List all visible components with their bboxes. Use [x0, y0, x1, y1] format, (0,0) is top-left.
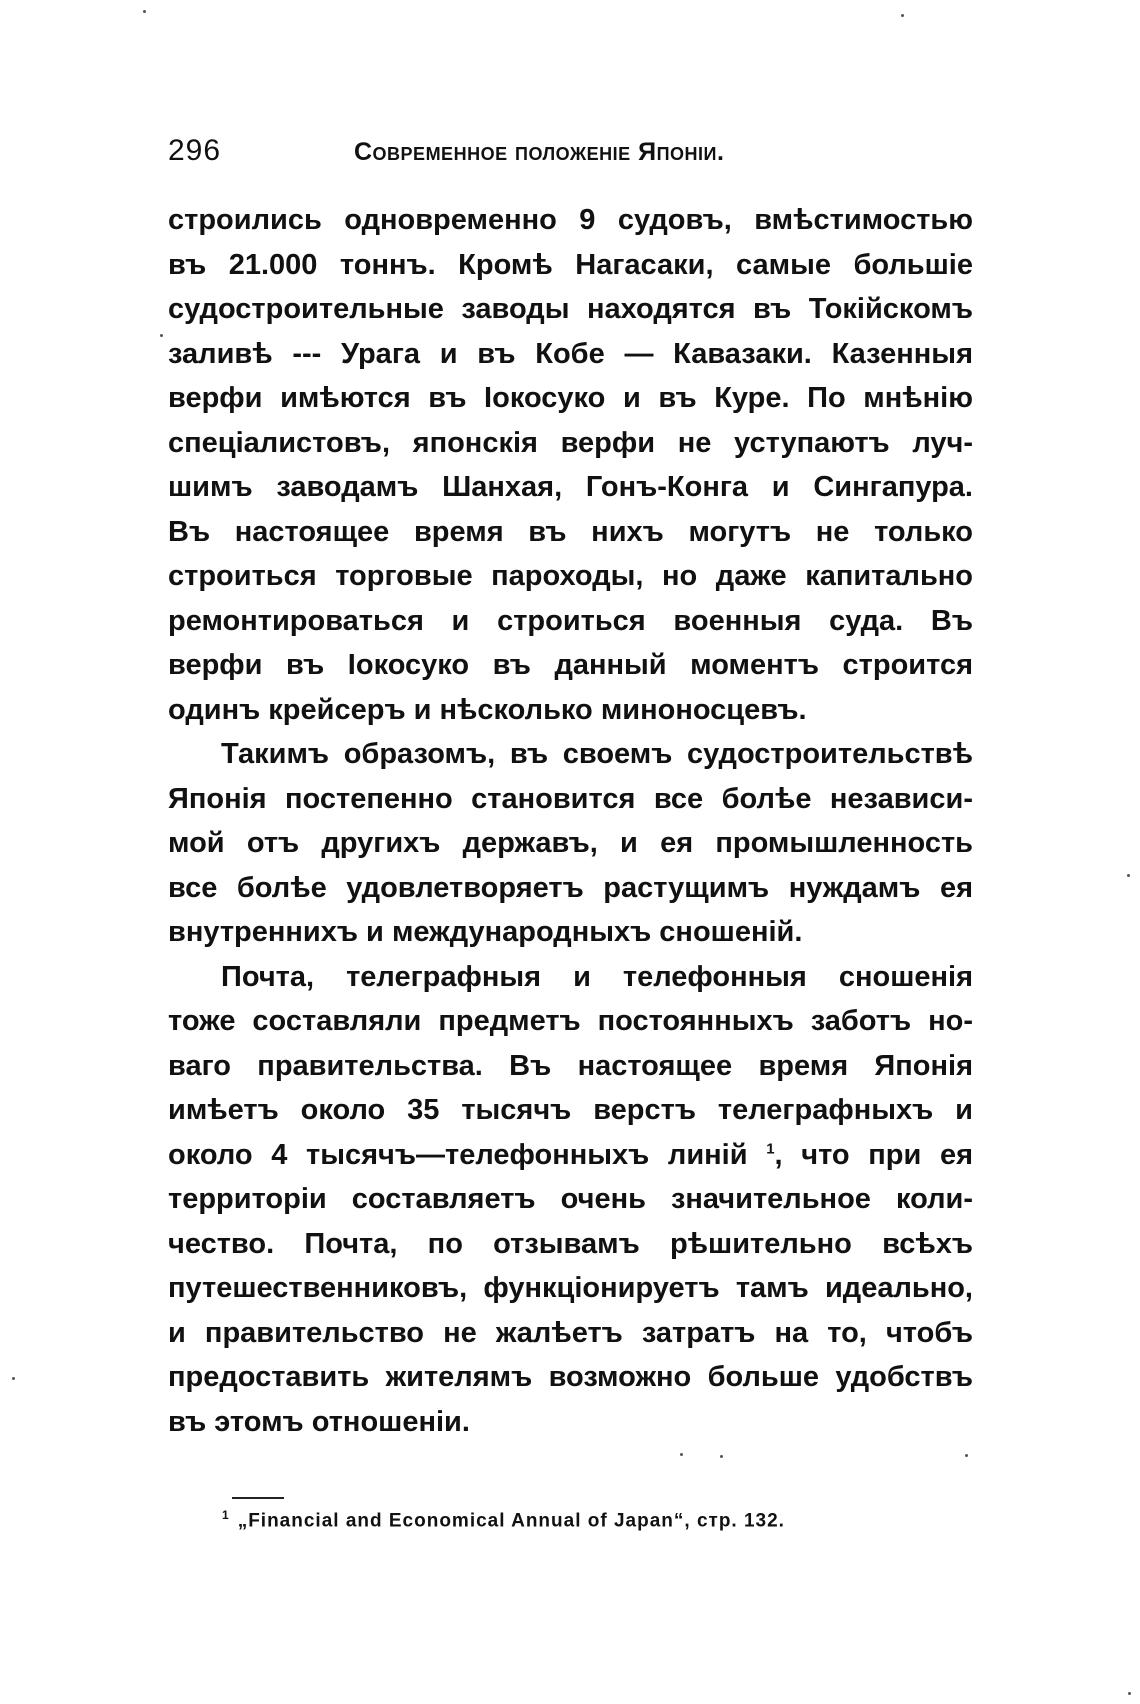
scan-speck — [720, 1455, 723, 1458]
footnote-text: „Financial and Economical Annual of Japan“, стр. 132. — [237, 1510, 785, 1532]
text-line: Такимъ образомъ, въ своемъ судостроительствѣ — [221, 738, 973, 770]
text-line: Почта, телеграфныя и телефонныя сношенія — [221, 960, 973, 993]
text-line: территоріи составляетъ очень значительное коли- — [168, 1183, 973, 1215]
text-line-part: около 4 тысячъ—телефонныхъ линій — [168, 1138, 748, 1171]
paragraph — [168, 732, 973, 955]
footnote-mark: 1 — [222, 1508, 230, 1522]
text-line: Японія постепенно становится все болѣе независи- — [168, 782, 973, 815]
text-line: мой отъ другихъ державъ, и ея промышленность — [168, 827, 973, 859]
running-head: Современное положеніе Японіи. — [354, 138, 725, 166]
text-line: одинъ крейсеръ и нѣсколько миноносцевъ. — [168, 693, 807, 726]
body-text — [168, 198, 973, 1444]
text-line: строиться торговые пароходы, но даже капитально — [168, 560, 973, 592]
scan-speck — [160, 334, 163, 337]
text-line: предоставить жителямъ возможно больше удобствъ — [168, 1361, 973, 1393]
scan-speck — [901, 14, 904, 17]
text-line: ремонтироваться и строиться военныя суда. Въ — [168, 604, 973, 637]
paragraph — [168, 198, 973, 732]
text-line: судостроительные заводы находятся въ Токійскомъ — [168, 293, 973, 325]
text-line: путешественниковъ, функціонируетъ тамъ идеально, — [168, 1272, 973, 1304]
text-line: ваго правительства. Въ настоящее время Японія — [168, 1049, 973, 1082]
page-header — [168, 128, 988, 178]
scan-speck — [143, 10, 146, 13]
scan-speck — [12, 1377, 15, 1380]
text-line: верфи имѣются въ Іокосуко и въ Куре. По мнѣнію — [168, 382, 973, 414]
text-line: Въ настоящее время въ нихъ могутъ не только — [168, 515, 973, 548]
text-line: и правительство не жалѣетъ затратъ на то, чтобъ — [168, 1316, 973, 1349]
scan-speck — [1128, 1692, 1131, 1695]
scan-speck — [680, 1453, 683, 1456]
text-line: все болѣе удовлетворяетъ растущимъ нуждамъ ея — [168, 871, 973, 904]
text-line: чество. Почта, по отзывамъ рѣшительно всѣхъ — [168, 1227, 973, 1260]
text-line: внутреннихъ и международныхъ сношеній. — [168, 916, 803, 948]
text-line: тоже составляли предметъ постоянныхъ заботъ но- — [168, 1005, 973, 1037]
page-number: 296 — [168, 134, 222, 167]
text-line: въ 21.000 тоннъ. Кромѣ Нагасаки, самые большіе — [168, 248, 973, 281]
text-line-part: , что при ея — [774, 1138, 973, 1171]
footnote — [222, 1508, 922, 1532]
paragraph — [168, 955, 973, 1445]
text-line: верфи въ Іокосуко въ данный моментъ строится — [168, 649, 973, 681]
text-line: шимъ заводамъ Шанхая, Гонъ-Конга и Сингапура. — [168, 471, 973, 503]
text-line: спеціалистовъ, японскія верфи не уступаютъ луч- — [168, 426, 973, 459]
text-line: строились одновременно 9 судовъ, вмѣстимостью — [168, 204, 973, 236]
footnote-rule — [232, 1497, 284, 1499]
text-line: имѣетъ около 35 тысячъ верстъ телеграфныхъ и — [168, 1094, 973, 1126]
scan-speck — [965, 1454, 968, 1457]
text-line: въ этомъ отношеніи. — [168, 1405, 470, 1438]
text-line: заливѣ --- Урага и въ Кобе — Кавазаки. Казенныя — [168, 337, 973, 370]
scan-speck — [1127, 874, 1130, 877]
text-line-with-note — [168, 1133, 973, 1178]
footnote-reference: 1 — [766, 1139, 775, 1157]
